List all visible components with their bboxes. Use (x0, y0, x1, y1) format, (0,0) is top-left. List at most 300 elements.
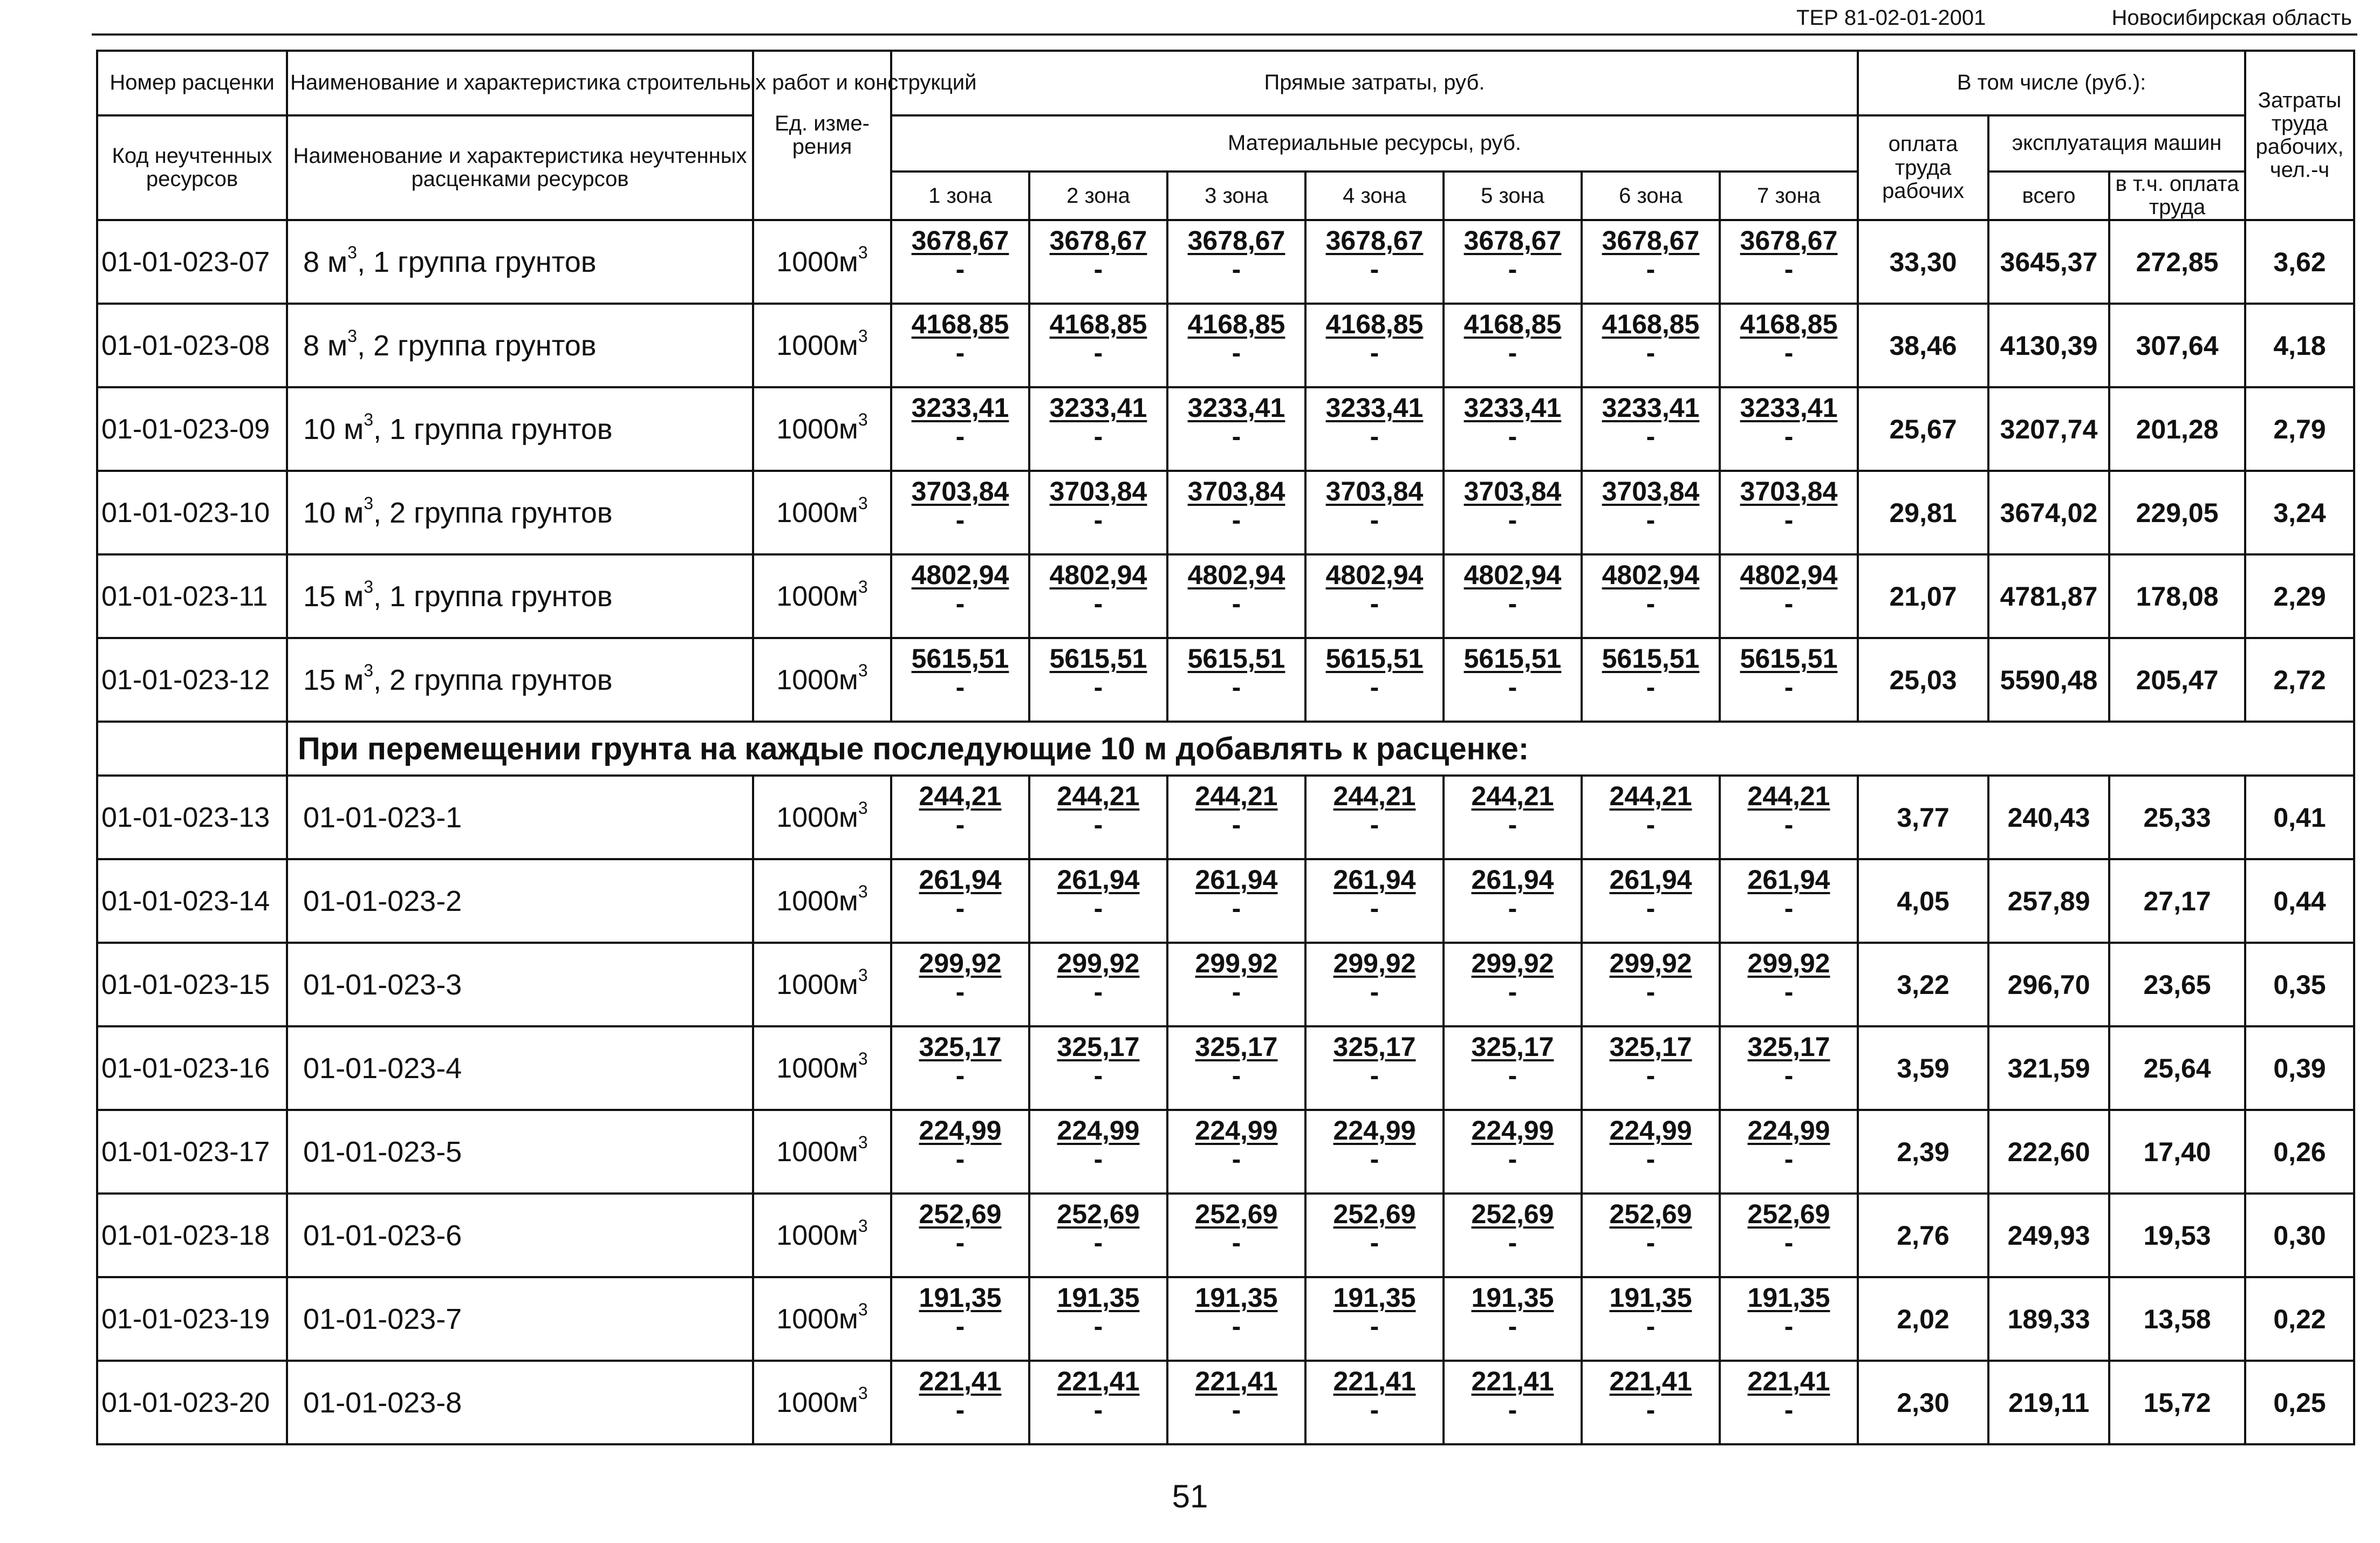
zone-cost-cell (1029, 471, 1167, 554)
rate-name-text: 01-01-023-3 (303, 968, 462, 1001)
zone-cost-cell (891, 554, 1029, 638)
zone-cost-cell (1305, 1277, 1444, 1361)
zone-cost-cell (891, 304, 1029, 387)
zone-cost-value: 221,41 (1057, 1366, 1140, 1397)
header-machine-operation: эксплуатация машин (1988, 115, 2245, 172)
zone-cost-value: 221,41 (1195, 1366, 1278, 1397)
zone-cost-cell (1720, 638, 1858, 722)
rate-code: 01-01-023-12 (97, 638, 287, 722)
unit-cell (753, 304, 891, 387)
zone-cost-cell (1305, 943, 1444, 1026)
zone-cost-value: 3233,41 (1602, 393, 1700, 423)
zone-cost-value: 299,92 (1471, 948, 1554, 979)
zone-cost-dash: - (1370, 1394, 1379, 1425)
zone-cost-value: 4168,85 (1187, 309, 1285, 340)
zone-cost-dash: - (1370, 337, 1379, 368)
labor-hours: 0,44 (2245, 859, 2354, 943)
zone-cost-dash: - (1093, 1311, 1103, 1341)
zone-cost-dash: - (1784, 253, 1794, 284)
zone-cost-value: 5615,51 (1740, 643, 1838, 674)
unit-text: 1000м (776, 413, 858, 445)
zone-cost-cell (1720, 1277, 1858, 1361)
machine-total: 249,93 (1988, 1194, 2109, 1277)
rate-name-sup: 3 (364, 409, 373, 429)
table-row (97, 859, 2354, 943)
zone-cost-value: 3233,41 (1325, 393, 1424, 423)
zone-cost-dash: - (1508, 421, 1517, 451)
unit-text: 1000м (776, 246, 858, 278)
rate-name-text: 01-01-023-4 (303, 1052, 462, 1085)
zone-cost-value: 325,17 (1609, 1032, 1692, 1062)
page-number: 51 (1172, 1478, 1208, 1514)
machine-total: 240,43 (1988, 776, 2109, 859)
zone-cost-dash: - (1093, 671, 1103, 702)
zone-cost-cell (1029, 1194, 1167, 1277)
zone-cost-value: 4802,94 (911, 560, 1009, 591)
zone-cost-dash: - (1784, 1227, 1794, 1258)
rate-code: 01-01-023-14 (97, 859, 287, 943)
zone-cost-value: 4802,94 (1602, 560, 1700, 591)
zone-cost-dash: - (1784, 976, 1794, 1007)
zone-cost-cell (1720, 1361, 1858, 1444)
header-zone-7: 7 зона (1720, 172, 1858, 220)
machine-total: 3207,74 (1988, 387, 2109, 471)
rate-name (287, 554, 753, 638)
machine-labor: 27,17 (2109, 859, 2245, 943)
zone-cost-value: 3678,67 (1325, 225, 1424, 256)
zone-cost-cell (1720, 1194, 1858, 1277)
zone-cost-dash: - (1370, 893, 1379, 923)
zone-cost-value: 3703,84 (1049, 476, 1147, 507)
zone-cost-cell (1305, 1194, 1444, 1277)
machine-labor: 272,85 (2109, 220, 2245, 304)
zone-cost-dash: - (1508, 504, 1517, 535)
zone-cost-value: 221,41 (1471, 1366, 1554, 1397)
labor-pay: 33,30 (1858, 220, 1988, 304)
rate-code: 01-01-023-13 (97, 776, 287, 859)
machine-labor: 19,53 (2109, 1194, 2245, 1277)
zone-cost-dash: - (955, 504, 965, 535)
zone-cost-cell (1444, 220, 1582, 304)
table-row (97, 1026, 2354, 1110)
zone-cost-value: 3233,41 (911, 393, 1009, 423)
zone-cost-dash: - (1093, 337, 1103, 368)
zone-cost-value: 4802,94 (1049, 560, 1147, 591)
zone-cost-dash: - (1093, 976, 1103, 1007)
labor-pay: 3,77 (1858, 776, 1988, 859)
rate-name-sup: 3 (347, 242, 357, 262)
zone-cost-dash: - (1370, 1060, 1379, 1091)
zone-cost-value: 261,94 (1471, 865, 1554, 895)
zone-cost-dash: - (1646, 337, 1656, 368)
unit-cell (753, 943, 891, 1026)
zone-cost-value: 224,99 (1609, 1115, 1692, 1146)
zone-cost-dash: - (1508, 1311, 1517, 1341)
header-row (97, 51, 2354, 115)
zone-cost-dash: - (1646, 1143, 1656, 1174)
zone-cost-value: 3233,41 (1463, 393, 1562, 423)
zone-cost-cell (1029, 776, 1167, 859)
zone-cost-dash: - (1370, 1143, 1379, 1174)
machine-labor: 25,33 (2109, 776, 2245, 859)
zone-cost-dash: - (1370, 1227, 1379, 1258)
zone-cost-dash: - (1646, 809, 1656, 840)
zone-cost-value: 252,69 (1747, 1199, 1830, 1230)
zone-cost-cell (1305, 387, 1444, 471)
rate-name (287, 638, 753, 722)
zone-cost-dash: - (1508, 337, 1517, 368)
zone-cost-dash: - (1370, 588, 1379, 619)
table-row (97, 554, 2354, 638)
zone-cost-value: 244,21 (1333, 781, 1416, 812)
unit-text: 1000м (776, 885, 858, 917)
zone-cost-dash: - (1784, 1311, 1794, 1341)
zone-cost-value: 5615,51 (1049, 643, 1147, 674)
zone-cost-cell (891, 859, 1029, 943)
labor-hours: 3,24 (2245, 471, 2354, 554)
rate-code: 01-01-023-11 (97, 554, 287, 638)
zone-cost-cell (891, 1026, 1029, 1110)
zone-cost-value: 261,94 (1195, 865, 1278, 895)
labor-pay: 2,76 (1858, 1194, 1988, 1277)
zone-cost-cell (1720, 859, 1858, 943)
zone-cost-cell (1167, 943, 1305, 1026)
rate-name-sup: 3 (364, 493, 373, 513)
zone-cost-dash: - (1093, 1227, 1103, 1258)
zone-cost-dash: - (955, 1143, 965, 1174)
zone-cost-cell (1305, 1361, 1444, 1444)
zone-cost-value: 244,21 (1057, 781, 1140, 812)
labor-hours: 0,39 (2245, 1026, 2354, 1110)
zone-cost-dash: - (1784, 1143, 1794, 1174)
zone-cost-value: 3678,67 (1463, 225, 1562, 256)
zone-cost-dash: - (1232, 671, 1241, 702)
rate-name-text: 01-01-023-5 (303, 1135, 462, 1168)
zone-cost-value: 325,17 (1333, 1032, 1416, 1062)
rate-name (287, 1277, 753, 1361)
zone-cost-value: 221,41 (1609, 1366, 1692, 1397)
zone-cost-value: 252,69 (1057, 1199, 1140, 1230)
zone-cost-value: 221,41 (1747, 1366, 1830, 1397)
unit-text: 1000м (776, 1303, 858, 1335)
header-labor-costs: Затраты труда рабочих, чел.-ч (2245, 51, 2354, 220)
unit-text: 1000м (776, 1387, 858, 1418)
zone-cost-cell (891, 1277, 1029, 1361)
zone-cost-value: 191,35 (1609, 1283, 1692, 1313)
rate-name (287, 1361, 753, 1444)
zone-cost-dash: - (1093, 1060, 1103, 1091)
zone-cost-value: 3703,84 (911, 476, 1009, 507)
zone-cost-cell (1305, 471, 1444, 554)
zone-cost-cell (1029, 304, 1167, 387)
rate-name (287, 859, 753, 943)
zone-cost-value: 299,92 (1195, 948, 1278, 979)
unit-text: 1000м (776, 497, 858, 529)
table-row (97, 776, 2354, 859)
region-name: Новосибирская область (2111, 6, 2352, 30)
zone-cost-cell (1029, 1277, 1167, 1361)
zone-cost-dash: - (1093, 504, 1103, 535)
unit-text: 1000м (776, 1219, 858, 1251)
rate-name-text: 01-01-023-2 (303, 884, 462, 917)
zone-cost-dash: - (1508, 1143, 1517, 1174)
header-zone-1: 1 зона (891, 172, 1029, 220)
rate-name-text: 01-01-023-1 (303, 801, 462, 834)
zone-cost-value: 3678,67 (1049, 225, 1147, 256)
zone-cost-dash: - (1232, 1394, 1241, 1425)
zone-cost-value: 4802,94 (1325, 560, 1424, 591)
zone-cost-dash: - (1232, 1227, 1241, 1258)
labor-hours: 0,25 (2245, 1361, 2354, 1444)
zone-cost-dash: - (1370, 671, 1379, 702)
zone-cost-dash: - (1232, 253, 1241, 284)
zone-cost-dash: - (1646, 976, 1656, 1007)
zone-cost-cell (1720, 554, 1858, 638)
machine-total: 3645,37 (1988, 220, 2109, 304)
labor-pay: 3,22 (1858, 943, 1988, 1026)
zone-cost-value: 224,99 (1195, 1115, 1278, 1146)
zone-cost-cell (1582, 638, 1720, 722)
zone-cost-dash: - (1093, 253, 1103, 284)
zone-cost-cell (1444, 554, 1582, 638)
machine-total: 4130,39 (1988, 304, 2109, 387)
zone-cost-cell (1305, 859, 1444, 943)
zone-cost-dash: - (1784, 1060, 1794, 1091)
zone-cost-value: 191,35 (1333, 1283, 1416, 1313)
zone-cost-dash: - (1784, 671, 1794, 702)
labor-pay: 38,46 (1858, 304, 1988, 387)
zone-cost-dash: - (1784, 588, 1794, 619)
machine-total: 296,70 (1988, 943, 2109, 1026)
zone-cost-cell (891, 220, 1029, 304)
rate-code: 01-01-023-19 (97, 1277, 287, 1361)
zone-cost-value: 244,21 (919, 781, 1002, 812)
zone-cost-dash: - (1646, 1227, 1656, 1258)
unit-sup: 3 (858, 1216, 868, 1236)
rate-code: 01-01-023-10 (97, 471, 287, 554)
zone-cost-value: 221,41 (919, 1366, 1002, 1397)
header-including: В том числе (руб.): (1858, 51, 2245, 115)
zone-cost-dash: - (1370, 504, 1379, 535)
zone-cost-dash: - (955, 421, 965, 451)
zone-cost-value: 4168,85 (911, 309, 1009, 340)
unit-sup: 3 (858, 1383, 868, 1403)
zone-cost-value: 244,21 (1609, 781, 1692, 812)
zone-cost-dash: - (1232, 1311, 1241, 1341)
zone-cost-cell (1582, 387, 1720, 471)
zone-cost-value: 325,17 (1195, 1032, 1278, 1062)
machine-total: 321,59 (1988, 1026, 2109, 1110)
zone-cost-cell (1029, 387, 1167, 471)
rate-name-text: 8 м (303, 245, 348, 278)
zone-cost-dash: - (1784, 337, 1794, 368)
zone-cost-dash: - (1508, 976, 1517, 1007)
zone-cost-cell (1582, 471, 1720, 554)
unit-sup: 3 (858, 493, 868, 513)
zone-cost-cell (1029, 638, 1167, 722)
zone-cost-dash: - (1232, 588, 1241, 619)
machine-labor: 17,40 (2109, 1110, 2245, 1194)
rate-name (287, 943, 753, 1026)
zone-cost-cell (1305, 638, 1444, 722)
zone-cost-dash: - (1508, 1060, 1517, 1091)
zone-cost-value: 3703,84 (1602, 476, 1700, 507)
zone-cost-dash: - (1784, 421, 1794, 451)
rate-name-text: 01-01-023-7 (303, 1302, 462, 1335)
zone-cost-value: 252,69 (1471, 1199, 1554, 1230)
rate-name (287, 1026, 753, 1110)
zone-cost-cell (1029, 220, 1167, 304)
zone-cost-value: 252,69 (1333, 1199, 1416, 1230)
labor-pay: 3,59 (1858, 1026, 1988, 1110)
zone-cost-value: 244,21 (1471, 781, 1554, 812)
unit-cell (753, 471, 891, 554)
zone-cost-cell (891, 471, 1029, 554)
zone-cost-dash: - (1232, 809, 1241, 840)
zone-cost-cell (1720, 304, 1858, 387)
labor-pay: 21,07 (1858, 554, 1988, 638)
zone-cost-cell (1167, 304, 1305, 387)
zone-cost-value: 5615,51 (1187, 643, 1285, 674)
zone-cost-dash: - (955, 1060, 965, 1091)
rate-name (287, 471, 753, 554)
header-machine-total: всего (1988, 172, 2109, 220)
page-header (92, 0, 2357, 36)
zone-cost-dash: - (1232, 1143, 1241, 1174)
zone-cost-value: 325,17 (1747, 1032, 1830, 1062)
zone-cost-dash: - (955, 671, 965, 702)
zone-cost-dash: - (1508, 1227, 1517, 1258)
table-row (97, 1277, 2354, 1361)
zone-cost-value: 299,92 (1747, 948, 1830, 979)
zone-cost-value: 3703,84 (1325, 476, 1424, 507)
zone-cost-dash: - (1784, 504, 1794, 535)
zone-cost-value: 4802,94 (1740, 560, 1838, 591)
zone-cost-cell (1029, 943, 1167, 1026)
header-zone-5: 5 зона (1444, 172, 1582, 220)
zone-cost-value: 3678,67 (1740, 225, 1838, 256)
zone-cost-cell (1582, 220, 1720, 304)
zone-cost-value: 4802,94 (1187, 560, 1285, 591)
zone-cost-value: 3703,84 (1187, 476, 1285, 507)
zone-cost-value: 191,35 (1747, 1283, 1830, 1313)
zone-cost-cell (891, 776, 1029, 859)
zone-cost-value: 4168,85 (1049, 309, 1147, 340)
zone-cost-value: 261,94 (1609, 865, 1692, 895)
zone-cost-cell (1582, 554, 1720, 638)
rate-name-rest: , 2 группа грунтов (373, 496, 613, 529)
zone-cost-value: 3678,67 (1187, 225, 1285, 256)
zone-cost-dash: - (955, 337, 965, 368)
zone-cost-dash: - (1093, 809, 1103, 840)
unit-sup: 3 (858, 798, 868, 818)
zone-cost-value: 4168,85 (1740, 309, 1838, 340)
rate-name-text: 01-01-023-6 (303, 1219, 462, 1252)
zone-cost-dash: - (1232, 976, 1241, 1007)
labor-pay: 29,81 (1858, 471, 1988, 554)
unit-sup: 3 (858, 1299, 868, 1319)
zone-cost-dash: - (1508, 1394, 1517, 1425)
labor-hours: 0,35 (2245, 943, 2354, 1026)
unit-cell (753, 220, 891, 304)
zone-cost-dash: - (1508, 893, 1517, 923)
zone-cost-cell (1305, 776, 1444, 859)
machine-labor: 178,08 (2109, 554, 2245, 638)
header-zone-4: 4 зона (1305, 172, 1444, 220)
rate-name (287, 776, 753, 859)
section-row (97, 722, 2354, 776)
header-row (97, 115, 2354, 172)
section-empty-cell (97, 722, 287, 776)
section-note: При перемещении грунта на каждые последующие 10 м добавлять к расценке: (287, 722, 2354, 776)
header-direct-costs: Прямые затраты, руб. (891, 51, 1858, 115)
zone-cost-value: 299,92 (1057, 948, 1140, 979)
table-row (97, 387, 2354, 471)
zone-cost-dash: - (1646, 1311, 1656, 1341)
zone-cost-dash: - (1784, 809, 1794, 840)
zone-cost-dash: - (1093, 421, 1103, 451)
labor-pay: 25,67 (1858, 387, 1988, 471)
machine-labor: 23,65 (2109, 943, 2245, 1026)
zone-cost-cell (891, 1194, 1029, 1277)
machine-labor: 25,64 (2109, 1026, 2245, 1110)
rate-name-text: 10 м (303, 496, 364, 529)
zone-cost-cell (1582, 859, 1720, 943)
unit-text: 1000м (776, 801, 858, 833)
rate-name-text: 10 м (303, 413, 364, 445)
labor-pay: 25,03 (1858, 638, 1988, 722)
zone-cost-dash: - (955, 1311, 965, 1341)
zone-cost-value: 5615,51 (1602, 643, 1700, 674)
zone-cost-dash: - (1232, 421, 1241, 451)
unit-sup: 3 (858, 242, 868, 262)
zone-cost-cell (891, 1110, 1029, 1194)
zone-cost-dash: - (1646, 504, 1656, 535)
zone-cost-dash: - (1093, 1143, 1103, 1174)
zone-cost-dash: - (1370, 421, 1379, 451)
unit-cell (753, 776, 891, 859)
zone-cost-value: 261,94 (919, 865, 1002, 895)
zone-cost-value: 252,69 (1195, 1199, 1278, 1230)
rate-name-rest: , 1 группа грунтов (373, 580, 613, 613)
zone-cost-value: 299,92 (919, 948, 1002, 979)
zone-cost-dash: - (1093, 588, 1103, 619)
zone-cost-dash: - (955, 1394, 965, 1425)
machine-total: 222,60 (1988, 1110, 2109, 1194)
labor-hours: 4,18 (2245, 304, 2354, 387)
zone-cost-cell (1167, 1110, 1305, 1194)
unit-text: 1000м (776, 664, 858, 696)
zone-cost-cell (1444, 943, 1582, 1026)
zone-cost-cell (1444, 471, 1582, 554)
header-unit: Ед. изме-рения (753, 51, 891, 220)
labor-pay: 2,30 (1858, 1361, 1988, 1444)
rate-name-rest: , 2 группа грунтов (373, 663, 613, 696)
zone-cost-dash: - (1508, 809, 1517, 840)
zone-cost-value: 252,69 (919, 1199, 1002, 1230)
rate-code: 01-01-023-09 (97, 387, 287, 471)
zone-cost-value: 3233,41 (1187, 393, 1285, 423)
zone-cost-cell (1582, 304, 1720, 387)
zone-cost-cell (891, 1361, 1029, 1444)
zone-cost-value: 224,99 (1333, 1115, 1416, 1146)
zone-cost-cell (1029, 1361, 1167, 1444)
zone-cost-value: 5615,51 (1325, 643, 1424, 674)
unit-sup: 3 (858, 326, 868, 346)
unit-text: 1000м (776, 1136, 858, 1168)
unit-cell (753, 1361, 891, 1444)
rate-name-text: 15 м (303, 580, 364, 613)
